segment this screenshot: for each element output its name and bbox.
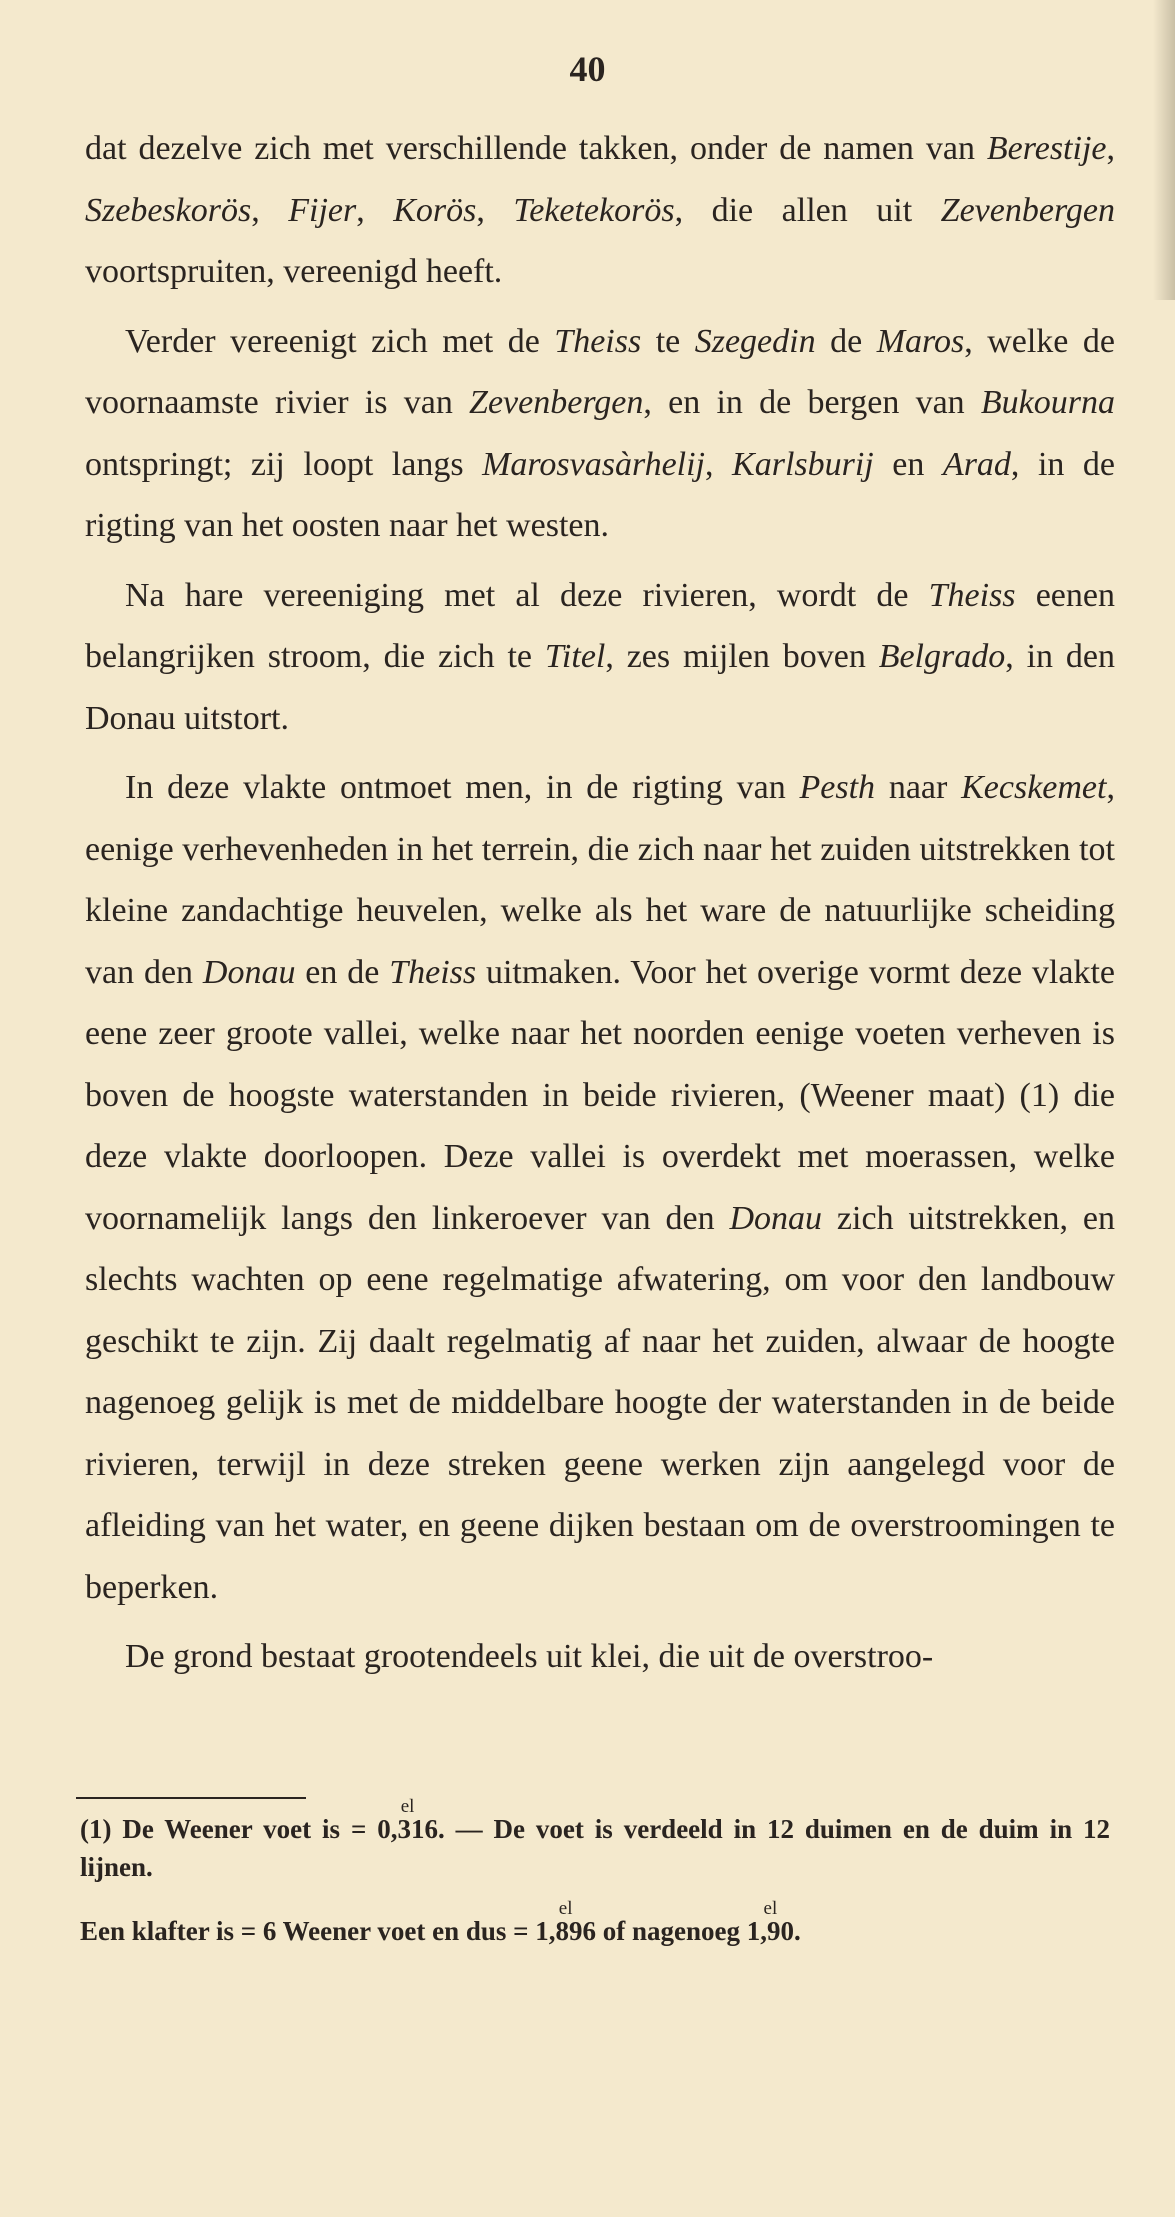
text-run: zich uitstrekken, en slechts wachten op eene regelmatige afwatering, om voor den landbouw geschikt te zijn. Zij daalt regelmatig af naar het zuiden, alwaar de hoogte nagenoeg gelijk is met de middelbare hoogte der waterstanden in de beide rivieren, terwijl in deze streken geene werken zijn aangelegd voor de afleiding van het water, en geene dijken bestaan om de overstroomingen te beperken. [85, 1199, 1116, 1606]
italic-name: Theiss [554, 322, 642, 360]
paragraph [85, 311, 1115, 557]
italic-name: Marosvasàrhelij [482, 445, 706, 483]
text-run: De grond bestaat grootendeels uit klei, die uit de overstroo- [125, 1638, 934, 1675]
unit-label: el [400, 1796, 415, 1817]
italic-name: Szegedin [694, 322, 816, 360]
measurement-value: el 1,896 [535, 1912, 596, 1950]
text-run: , [1106, 130, 1115, 167]
italic-name: Kecskemet [961, 769, 1107, 806]
text-run: Verder vereenigt zich met de [125, 322, 555, 360]
body-text [85, 118, 1115, 1688]
measurement-value: el 1,90 [747, 1912, 794, 1950]
paragraph [85, 1626, 1115, 1688]
text-run: uitmaken. Voor het overige vormt deze vlakte eene zeer groote vallei, welke naar het noorden eenige voeten verheven is boven de hoogste waterstanden in beide rivieren, (Weener maat) (1) die deze vlakte doorloopen. Deze vallei is overdekt met moerassen, welke voornamelijk langs den linkeroever van den [85, 953, 1116, 1237]
italic-name: Arad [942, 445, 1011, 483]
italic-name: Zevenbergen [940, 191, 1116, 229]
text-run: te [641, 322, 695, 360]
unit-label: el [763, 1898, 778, 1919]
italic-name: Maros [876, 322, 965, 360]
unit-label: el [558, 1898, 573, 1919]
paragraph [85, 757, 1115, 1618]
text-run: In deze vlakte ontmoet men, in de rigting van [125, 769, 800, 806]
text-run: , in de rigting van het oosten naar het westen. [85, 445, 1116, 544]
text-run: dat dezelve zich met verschillende takken, onder de namen van [85, 130, 987, 167]
italic-name: Zevenbergen [469, 384, 644, 421]
text-run: , eenige verhevenheden in het terrein, die zich naar het zuiden uitstrekken tot kleine zandachtige heuvelen, welke als het ware de natuurlijke scheiding van den [85, 769, 1115, 991]
footnote-text: . — De voet is verdeeld in 12 duimen en de duim in 12 lijnen. [80, 1814, 1110, 1882]
footnote-text: Een klafter is = 6 Weener voet en dus = [80, 1916, 536, 1946]
italic-name: Karlsburij [732, 445, 874, 483]
footnote-rule [76, 1797, 306, 1799]
text-run: , [251, 191, 289, 229]
italic-name: Belgrado [878, 638, 1006, 675]
text-run: , [705, 445, 733, 483]
italic-name: Bukourna [980, 384, 1115, 421]
text-run: , [356, 191, 394, 229]
text-run: en de [295, 953, 390, 991]
footnote-text: . [794, 1916, 801, 1946]
text-run: en [873, 445, 943, 483]
page-number: 40 [569, 49, 606, 89]
text-run: eenen belangrijken stroom, die zich te [85, 576, 1115, 675]
italic-name: Fijer [288, 191, 357, 229]
text-run: , die allen uit [674, 191, 941, 229]
text-run: de [815, 322, 877, 360]
page-edge-stain [1153, 0, 1175, 300]
footnote-2 [80, 1898, 1110, 1950]
text-run: voortspruiten, vereenigd heeft. [85, 253, 503, 290]
italic-name: Pesth [799, 769, 876, 806]
italic-name: Korös [393, 191, 477, 229]
italic-name: Theiss [389, 953, 477, 991]
text-run: , zes mijlen boven [605, 638, 879, 675]
measurement-value: el 0,316 [377, 1810, 438, 1848]
footnotes [80, 1796, 1110, 1970]
text-run: , welke de voornaamste rivier is van [85, 322, 1115, 421]
text-run: ontspringt; zij loopt langs [85, 445, 483, 483]
footnote-1 [80, 1796, 1110, 1886]
italic-name: Donau [202, 953, 296, 991]
italic-name: Berestije [986, 130, 1107, 167]
footnote-text: (1) De Weener voet is = [80, 1814, 378, 1844]
text-run: , in den Donau uitstort. [85, 638, 1115, 737]
paragraph [85, 565, 1115, 750]
text-run: , [476, 191, 514, 229]
text-run: , en in de bergen van [643, 384, 981, 421]
footnote-text: of nagenoeg [596, 1916, 747, 1946]
paragraph [85, 118, 1115, 303]
italic-name: Theiss [928, 576, 1016, 614]
text-run: Na hare vereeniging met al deze rivieren, wordt de [125, 576, 929, 614]
italic-name: Titel [544, 638, 606, 675]
italic-name: Donau [729, 1199, 823, 1237]
italic-name: Szebeskorös [85, 191, 252, 229]
italic-name: Teketekorös [513, 191, 675, 229]
text-run: naar [875, 769, 962, 806]
